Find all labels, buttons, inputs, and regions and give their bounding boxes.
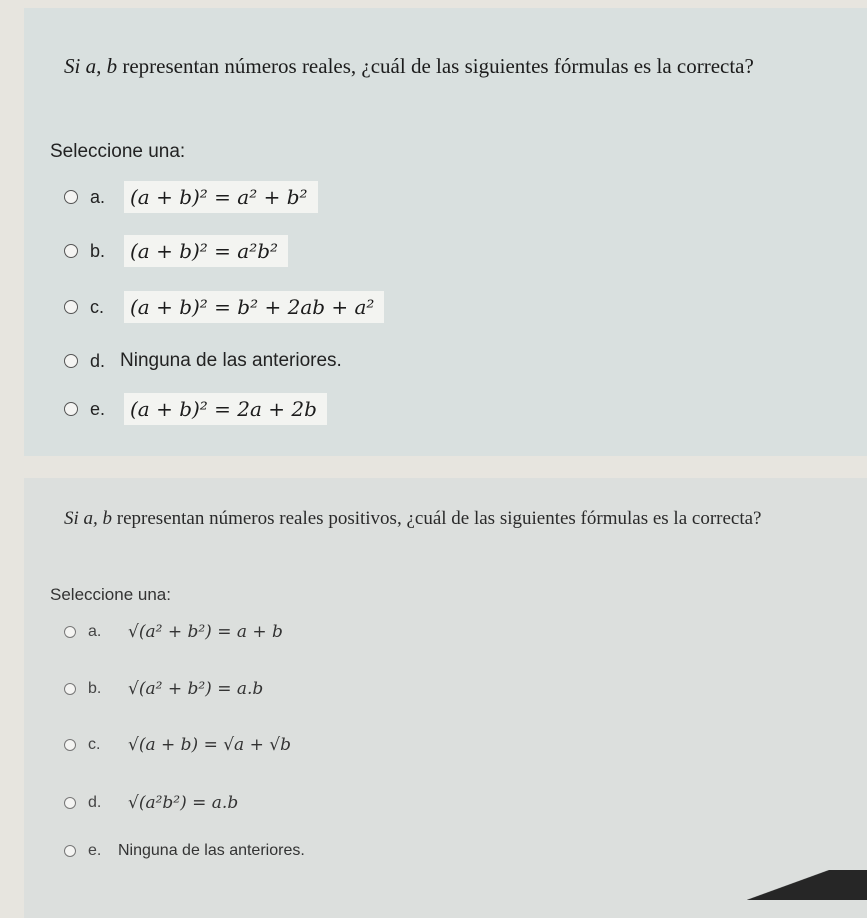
option-letter: e. bbox=[88, 842, 102, 859]
option-e[interactable] bbox=[64, 392, 327, 426]
prompt-variables: Si a, b bbox=[64, 508, 113, 529]
option-letter: d. bbox=[90, 350, 106, 371]
option-c[interactable] bbox=[64, 290, 384, 324]
option-text: Ninguna de las anteriores. bbox=[118, 842, 305, 859]
select-one-label: Seleccione una: bbox=[50, 585, 171, 604]
option-b[interactable] bbox=[64, 234, 288, 268]
option-formula: (a + b)² = 2a + 2b bbox=[124, 393, 327, 425]
option-formula: √(a + b) = √a + √b bbox=[128, 735, 291, 755]
option-a[interactable] bbox=[64, 180, 318, 214]
radio-button[interactable] bbox=[64, 354, 78, 368]
option-e[interactable] bbox=[64, 834, 305, 868]
option-d[interactable] bbox=[64, 786, 248, 820]
question-prompt bbox=[64, 54, 824, 79]
option-letter: d. bbox=[88, 794, 102, 811]
option-letter: a. bbox=[90, 186, 106, 207]
option-formula: √(a²b²) = a.b bbox=[128, 793, 239, 813]
option-b[interactable] bbox=[64, 672, 273, 706]
photo-edge-shadow bbox=[747, 870, 867, 900]
prompt-text: representan números reales, ¿cuál de las siguientes fórmulas es la correcta? bbox=[117, 54, 754, 78]
radio-button[interactable] bbox=[64, 244, 78, 258]
option-a[interactable] bbox=[64, 615, 293, 649]
radio-button[interactable] bbox=[64, 626, 76, 638]
prompt-text: representan números reales positivos, ¿cuál de las siguientes fórmulas es la correcta? bbox=[112, 508, 762, 529]
option-letter: b. bbox=[90, 240, 106, 261]
prompt-variables: Si a, b bbox=[64, 54, 118, 78]
option-d[interactable] bbox=[64, 344, 342, 378]
radio-button[interactable] bbox=[64, 402, 78, 416]
question-card-2 bbox=[24, 478, 867, 918]
question-card-1 bbox=[24, 8, 867, 456]
option-formula: (a + b)² = b² + 2ab + a² bbox=[124, 291, 384, 323]
option-formula: √(a² + b²) = a.b bbox=[128, 679, 264, 699]
option-letter: e. bbox=[90, 398, 106, 419]
radio-button[interactable] bbox=[64, 739, 76, 751]
radio-button[interactable] bbox=[64, 683, 76, 695]
option-c[interactable] bbox=[64, 728, 301, 762]
option-formula: √(a² + b²) = a + b bbox=[128, 622, 283, 642]
option-letter: b. bbox=[88, 680, 102, 697]
radio-button[interactable] bbox=[64, 845, 76, 857]
option-letter: a. bbox=[88, 623, 102, 640]
radio-button[interactable] bbox=[64, 797, 76, 809]
option-formula: (a + b)² = a² + b² bbox=[124, 181, 318, 213]
option-text: Ninguna de las anteriores. bbox=[120, 350, 342, 371]
select-one-label: Seleccione una: bbox=[50, 141, 186, 162]
option-formula: (a + b)² = a²b² bbox=[124, 235, 288, 267]
question-prompt bbox=[64, 508, 824, 530]
option-letter: c. bbox=[90, 296, 105, 317]
option-letter: c. bbox=[88, 736, 101, 753]
radio-button[interactable] bbox=[64, 190, 78, 204]
radio-button[interactable] bbox=[64, 300, 78, 314]
